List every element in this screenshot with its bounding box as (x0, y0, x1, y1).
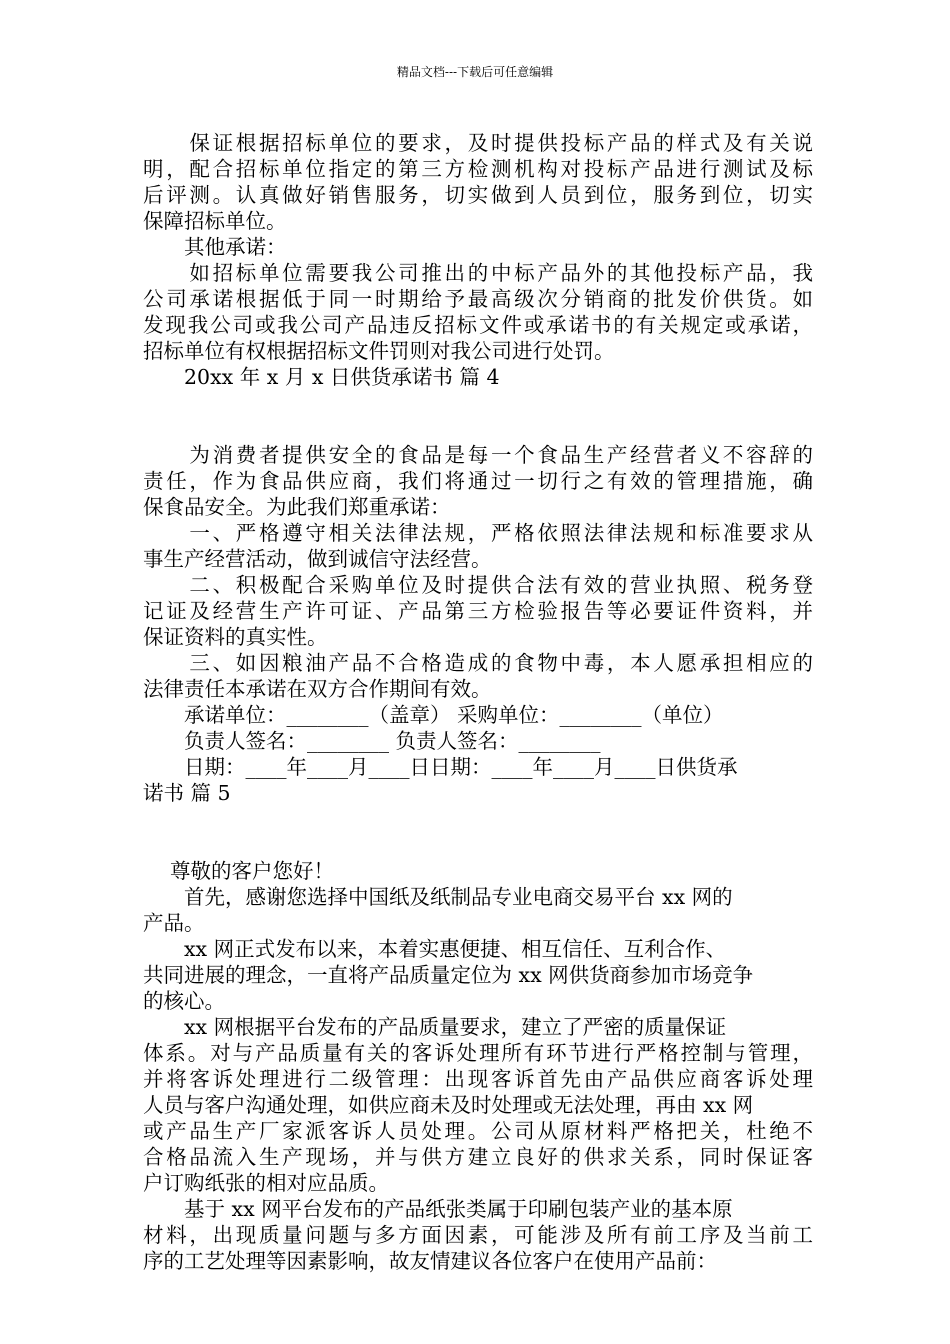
text-line: 事生产经营活动，做到诚信守法经营。 (143, 547, 492, 571)
text-line: 记证及经营生产许可证、产品第三方检验报告等必要证件资料，并 (143, 599, 813, 623)
text-line: 法律责任本承诺在双方合作期间有效。 (143, 677, 492, 701)
text-line: 序的工艺处理等因素影响，故友情建议各位客户在使用产品前： (143, 1249, 717, 1273)
text-line: 如招标单位需要我公司推出的中标产品外的其他投标产品，我 (143, 261, 813, 285)
text-line: 人员与客户沟通处理，如供应商未及时处理或无法处理，再由 xx 网 (143, 1093, 754, 1117)
text-line: 产品。 (143, 911, 205, 935)
text-line: 体系。对与产品质量有关的客诉处理所有环节进行严格控制与管理， (143, 1041, 813, 1065)
section-gap (143, 806, 813, 858)
text-line: 诺书 篇 5 (143, 781, 231, 805)
text-line: 合格品流入生产现场，并与供方建立良好的供求关系，同时保证客 (143, 1145, 813, 1169)
text-line: 承诺单位：________（盖章） 采购单位：________（单位） (143, 703, 724, 727)
text-line: 发现我公司或我公司产品违反招标文件或承诺书的有关规定或承诺， (143, 313, 813, 337)
text-line: 明，配合招标单位指定的第三方检测机构对投标产品进行测试及标 (143, 157, 813, 181)
text-line: 三、如因粮油产品不合格造成的食物中毒，本人愿承担相应的 (143, 651, 813, 675)
text-line: 保障招标单位。 (143, 209, 287, 233)
text-line: 招标单位有权根据招标文件罚则对我公司进行处罚。 (143, 339, 615, 363)
text-line: xx 网正式发布以来，本着实惠便捷、相互信任、互利合作、 (143, 937, 727, 961)
text-line: 或产品生产厂家派客诉人员处理。公司从原材料严格把关，杜绝不 (143, 1119, 813, 1143)
text-line: 二、积极配合采购单位及时提供合法有效的营业执照、税务登 (143, 573, 813, 597)
page-header: 精品文档---下载后可任意编辑 (396, 65, 554, 79)
text-line: 公司承诺根据低于同一时期给予最高级次分销商的批发价供货。如 (143, 287, 813, 311)
text-line: 保证根据招标单位的要求，及时提供投标产品的样式及有关说 (143, 131, 813, 155)
text-line: 一、严格遵守相关法律法规，严格依照法律法规和标准要求从 (143, 521, 813, 545)
text-line: 的核心。 (143, 989, 225, 1013)
document-body (143, 130, 813, 1274)
text-line: 为消费者提供安全的食品是每一个食品生产经营者义不容辞的 (143, 443, 813, 467)
text-line: 户订购纸张的相对应品质。 (143, 1171, 389, 1195)
text-line: 保证资料的真实性。 (143, 625, 328, 649)
text-line: 基于 xx 网平台发布的产品纸张类属于印刷包装产业的基本原 (143, 1197, 733, 1221)
text-line: 共同进展的理念，一直将产品质量定位为 xx 网供货商参加市场竞争 (143, 963, 754, 987)
text-line: 尊敬的客户您好！ (143, 859, 335, 883)
text-line: 后评测。认真做好销售服务，切实做到人员到位，服务到位，切实 (143, 183, 813, 207)
text-line: 20xx 年 x 月 x 日供货承诺书 篇 4 (143, 365, 500, 389)
text-line: 其他承诺： (143, 235, 287, 259)
text-line: 日期：____年____月____日日期：____年____月____日供货承 (143, 755, 738, 779)
text-line: 首先，感谢您选择中国纸及纸制品专业电商交易平台 xx 网的 (143, 885, 733, 909)
text-line: 并将客诉处理进行二级管理：出现客诉首先由产品供应商客诉处理 (143, 1067, 813, 1091)
section-gap (143, 390, 813, 442)
text-line: xx 网根据平台发布的产品质量要求，建立了严密的质量保证 (143, 1015, 727, 1039)
text-line: 负责人签名：________ 负责人签名：________ (143, 729, 601, 753)
text-line: 材料，出现质量问题与多方面因素，可能涉及所有前工序及当前工 (143, 1223, 813, 1247)
text-line: 责任，作为食品供应商，我们将通过一切行之有效的管理措施，确 (143, 469, 813, 493)
text-line: 保食品安全。为此我们郑重承诺： (143, 495, 451, 519)
